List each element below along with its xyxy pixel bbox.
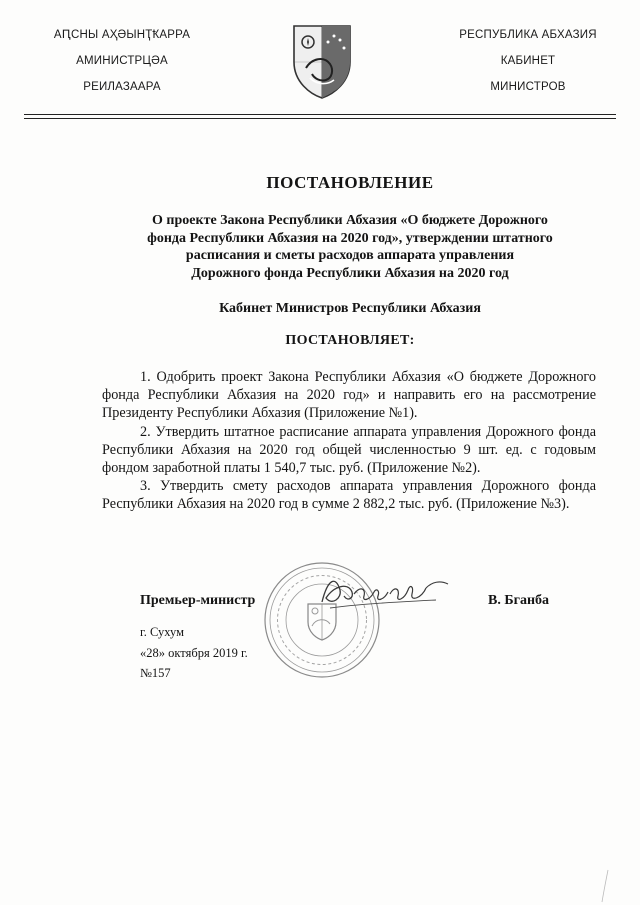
header-right-russian [428,28,628,106]
document-title: ПОСТАНОВЛЕНИЕ [266,173,434,192]
document-number: №157 [140,666,171,680]
header-right-line-3: МИНИСТРОВ [490,81,566,93]
subject-line-2: фонда Республики Абхазия на 2020 год», утверждении штатного [147,230,553,246]
header-rule-thin [24,118,616,119]
paragraph-2: 2. Утвердить штатное расписание аппарата управления Дорожного фонда Республики Абхазия на 2020 год общей численностью 9 шт. ед. с годовым фондом заработной платы 1 540,7 тыс. руб. (Приложение №2). [102,423,596,477]
paragraph-3: 3. Утвердить смету расходов аппарата управления Дорожного фонда Республики Абхазия на 2020 год в сумме 2 882,2 тыс. руб. (Приложение №3). [102,478,596,513]
issuer-line: Кабинет Министров Республики Абхазия [219,301,481,316]
handwritten-signature [318,572,458,612]
decrees-heading: ПОСТАНОВЛЯЕТ: [285,333,415,348]
header-left-abkhaz [22,28,222,106]
header-left-line-1: АԤСНЫ АҲӘЫНҬҞАРРА [53,29,191,41]
subject-line-4: Дорожного фонда Республики Абхазия на 2020 год [191,265,509,281]
header-right-line-1: РЕСПУБЛИКА АБХАЗИЯ [459,29,597,41]
header-left-line-3: РЕИЛАЗААРА [83,81,161,93]
header-left-line-2: АМИНИСТРЦӘА [76,55,168,67]
subject-line-3: расписания и сметы расходов аппарата управления [185,248,515,263]
coat-of-arms-emblem [290,22,354,100]
subject-line-1: О проекте Закона Республики Абхазия «О бюджете Дорожного [152,213,548,228]
signatory-position: Премьер-министр [140,593,256,608]
header-rule-thick [24,114,616,115]
paragraph-1: 1. Одобрить проект Закона Республики Абхазия «О бюджете Дорожного фонда Республики Абхазия на 2020 год» и направить его на рассмотрение Президенту Республики Абхазия (Приложение №1). [102,369,596,422]
issue-place: г. Сухум [140,625,185,639]
header-right-line-2: КАБИНЕТ [500,55,556,67]
signatory-name: В. Бганба [488,593,550,608]
document-body [102,368,596,514]
issue-date: «28» октября 2019 г. [140,646,248,660]
scan-edge-mark [592,868,612,904]
document-subject [100,212,600,282]
